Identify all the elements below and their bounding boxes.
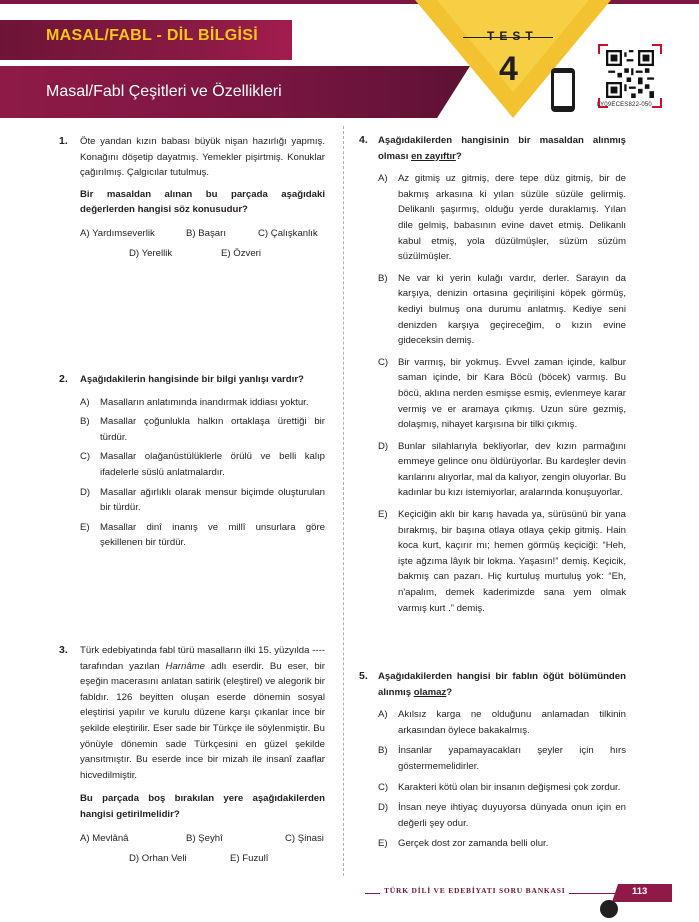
q1-option-a[interactable]: A) Yardımseverlik — [80, 227, 155, 239]
q2-option-a[interactable]: A) Masalların anlatımında inandırmak iddiası yoktur. — [80, 396, 309, 408]
q4-option-d[interactable]: D) Bunlar silahlarıyla bekliyorlar, dev kızın parmağını emmeye gelince onu öldürüyorlar. Bu kardeşler devin karılarını alıyorlar, mal da kalıyor, zengin oluyorlar. Bu kadınlar bu kızı istemiyorlar, aralarında konuşuyorlar. — [378, 440, 626, 499]
q3-option-a[interactable]: A) Mevlânâ — [80, 832, 129, 844]
q1-passage: Öte yandan kızın babası büyük nişan hazırlığı yapmış. Konağını döşetip dayatmış. Yemekler pişirtmiş. Konuklar çağırılmış. Çalgıcılar tutulmuş. — [80, 136, 325, 179]
q5-number: 5. — [359, 670, 368, 682]
publisher-logo-icon — [600, 900, 618, 918]
q1-option-c[interactable]: C) Çalışkanlık — [258, 227, 318, 239]
q5-stem: Aşağıdakilerden hangisi bir fablın öğüt bölümünden alınmış olamaz? — [378, 671, 626, 698]
test-number: 4 — [499, 50, 518, 88]
q3-work-title: Harnâme — [165, 660, 206, 672]
q4-stem-emphasis: en zayıftır — [411, 150, 456, 162]
q4-option-b[interactable]: B) Ne var ki yerin kulağı vardır, derler. Sarayın da karşıya, denizin ortasına geçirilişini köpek görmüş, kediyi bulmuş ona durumu anlatmış. Kediye seni denizden karşıya geçireceğim, o kızın evine gideceksin demiş. — [378, 272, 626, 347]
q3-number: 3. — [59, 644, 68, 656]
column-divider — [343, 126, 344, 876]
q5-stem-emphasis: olamaz — [413, 686, 447, 698]
q2-option-d[interactable]: D) Masallar ağırlıklı olarak mensur biçimde oluşturulan bir türdür. — [80, 486, 325, 514]
q3-options-row2 — [80, 851, 325, 867]
q5-option-a[interactable]: A) Akılsız karga ne olduğunu anlamadan tilkinin arkasından öylece bakakalmış. — [378, 709, 626, 736]
q1-option-b[interactable]: B) Başarı — [186, 227, 226, 239]
q1-stem: Bir masaldan alınan bu parçada aşağıdaki değerlerden hangisi söz konusudur? — [80, 188, 325, 216]
q1-option-e[interactable]: E) Özveri — [221, 247, 261, 259]
q3-options-row1 — [80, 831, 325, 847]
q4-option-c[interactable]: C) Bir varmış, bir yokmuş. Evvel zaman içinde, kalbur saman içinde, bir Kara Böcü (böcek) varmış. Bu böcü, aklına nerden esmişse esmiş, evlenmeye karar vermiş ve er aramaya çıkmış. Uzun süre gezmiş, dolaşmış, nihayet karşısına bir tilki çıkmış. — [378, 356, 626, 431]
q3-passage: Türk edebiyatında fabl türü masalların ilki 15. yüzyılda ---- tarafından yazılan Harnâme adlı eserdir. Bu eser, bir eşeğin macerasını anlatan satirik (eleştirel) ve alegorik bir fabldır. 126 beyitten oluşan eserde dönemin sosyal eleştirisi yapılır ve kurulu düzene karşı çıkanlar ince bir şekilde eleştirilir. Eser sade bir Türkçe ile söylenmiştir. Bu yönüyle dönemin sade Türkçesini en güzel şekilde yansıtmıştır. Bu eserde ince bir mizah ile insanî zaaflar hicvedilmiştir. — [80, 645, 325, 781]
q3-option-b[interactable]: B) Şeyhî — [186, 832, 223, 844]
page-subtitle: Masal/Fabl Çeşitleri ve Özellikleri — [46, 83, 282, 100]
q4-option-a[interactable]: A) Az gitmiş uz gitmiş, dere tepe düz gitmiş, bir de bakmış arkasına ki yılan süzüle süzüle gelirmiş. Delikanlı şaşırmış, olduğu yerde duraklamış. Yılan dile gelmiş, babasının evine davet etmiş. Delikanlı kabul etmiş, yola düzülmüşler, süzüm süzüm süzülmüşler. — [378, 173, 626, 263]
question-2 — [80, 372, 325, 551]
q5-option-e[interactable]: E) Gerçek dost zor zamanda belli olur. — [378, 838, 549, 850]
question-5 — [378, 669, 626, 852]
test-label: TEST — [487, 29, 538, 43]
q4-stem: Aşağıdakilerden hangisinin bir masaldan alınmış olması en zayıftır? — [378, 135, 626, 162]
q1-option-d[interactable]: D) Yerellik — [129, 247, 173, 259]
q1-options-row1 — [80, 226, 325, 242]
qr-code-icon[interactable] — [606, 50, 654, 98]
q2-option-b[interactable]: B) Masallar çoğunlukla halkın ortaklaşa ürettiği bir türdür. — [80, 416, 325, 443]
phone-screen — [554, 73, 572, 106]
q1-number: 1. — [59, 135, 68, 147]
q3-option-d[interactable]: D) Orhan Veli — [129, 852, 187, 864]
q3-option-e[interactable]: E) Fuzulî — [230, 852, 269, 864]
q2-number: 2. — [59, 373, 68, 385]
question-1 — [80, 134, 325, 262]
q1-options-row2 — [80, 246, 325, 262]
q5-option-b[interactable]: B) İnsanlar yapamayacakları şeyler için hırs göstermemelidirler. — [378, 745, 626, 772]
footer-book-title: TÜRK DİLİ VE EDEBİYATI SORU BANKASI — [380, 886, 569, 895]
q5-option-d[interactable]: D) İnsan neye ihtiyaç duyuyorsa dünyada onun için en değerli şey odur. — [378, 802, 626, 829]
q2-stem: Aşağıdakilerin hangisinde bir bilgi yanlışı vardır? — [80, 374, 304, 385]
q5-option-c[interactable]: C) Karakteri kötü olan bir insanın değişmesi çok zordur. — [378, 781, 621, 793]
q2-option-e[interactable]: E) Masallar dinî inanış ve millî unsurlara göre şekillenen bir türdür. — [80, 521, 325, 549]
page-number: 113 — [632, 886, 648, 897]
unit-title: MASAL/FABL - DİL BİLGİSİ — [46, 27, 258, 44]
q4-option-e[interactable]: E) Keçiciğin aklı bir karış havada ya, sürüsünü bir yana bırakmış, bir başına otlaya otlaya çekip gitmiş. Hain koca kurt, kaçırır mı; hemen görmüş keçiciği: “Heh, işte ağzıma lâyık bir lokma. Yaşasın!” demiş. Keçicik, bakmış can pazarı. Hiç kurtuluş murtuluş yok: “Eh, n'apalım, demek kaderimizde sana yem olmak varmış kurt .” demiş. — [378, 509, 626, 614]
q4-number: 4. — [359, 134, 368, 146]
q3-stem: Bu parçada boş bırakılan yere aşağıdakilerden hangisi getirilmelidir? — [80, 793, 325, 820]
question-4 — [378, 133, 626, 616]
qr-code-id: LY09ECES822-050 — [597, 102, 652, 108]
q3-option-c[interactable]: C) Şinasi — [285, 832, 324, 844]
question-3 — [80, 643, 325, 867]
q2-option-c[interactable]: C) Masallar olağanüstülüklerle örülü ve belli kalıp ifadelerle süslü anlatmalardır. — [80, 451, 325, 478]
